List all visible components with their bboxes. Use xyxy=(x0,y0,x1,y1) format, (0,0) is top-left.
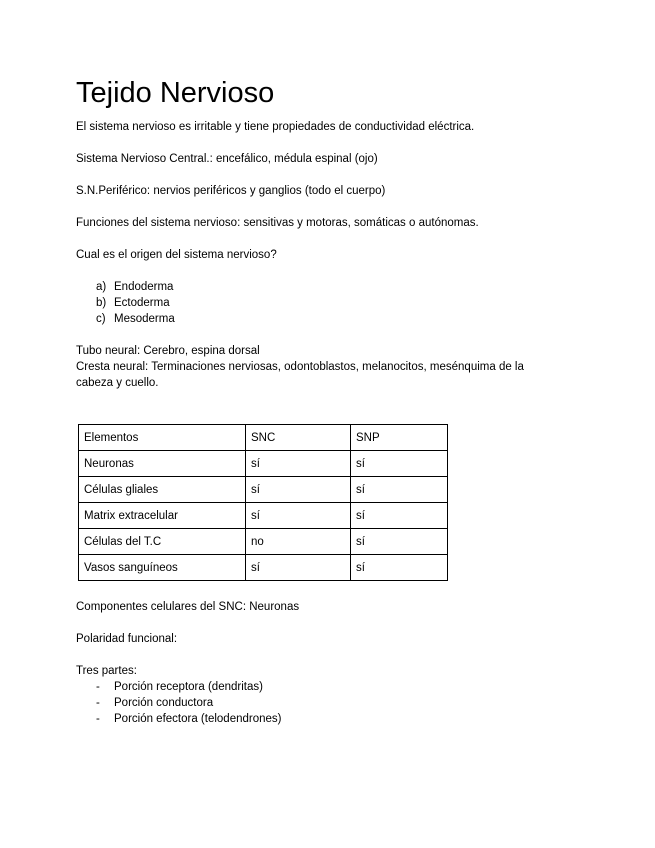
part-marker: - xyxy=(96,697,100,709)
table-row xyxy=(79,503,448,529)
table-row xyxy=(79,451,448,477)
table-cell: sí xyxy=(351,529,448,555)
table-cell: sí xyxy=(246,477,351,503)
table-cell: Células del T.C xyxy=(79,529,246,555)
option-label: Ectoderma xyxy=(114,297,170,309)
table-header-row xyxy=(79,425,448,451)
option-label: Endoderma xyxy=(114,281,174,293)
document-title: Tejido Nervioso xyxy=(76,77,275,109)
option-marker: b) xyxy=(96,297,107,309)
header-cell: Elementos xyxy=(79,425,246,451)
snc-definition: Sistema Nervioso Central.: encefálico, médula espinal (ojo) xyxy=(76,153,378,165)
table-row xyxy=(79,555,448,581)
snp-definition: S.N.Periférico: nervios periféricos y ganglios (todo el cuerpo) xyxy=(76,185,386,197)
table-cell: no xyxy=(246,529,351,555)
table-cell: sí xyxy=(351,477,448,503)
part-label: Porción conductora xyxy=(114,697,214,709)
header-cell: SNP xyxy=(351,425,448,451)
table-cell: sí xyxy=(351,555,448,581)
option-item xyxy=(96,311,175,327)
components-line: Componentes celulares del SNC: Neuronas xyxy=(76,601,300,613)
part-item xyxy=(96,695,213,711)
table-row xyxy=(79,477,448,503)
table-cell: Vasos sanguíneos xyxy=(79,555,246,581)
part-item xyxy=(96,711,282,727)
part-item xyxy=(96,679,263,695)
table-cell: Matrix extracelular xyxy=(79,503,246,529)
option-marker: c) xyxy=(96,313,106,325)
option-marker: a) xyxy=(96,281,107,293)
table-cell: sí xyxy=(351,451,448,477)
table-cell: sí xyxy=(246,451,351,477)
table-cell: Células gliales xyxy=(79,477,246,503)
table-cell: sí xyxy=(246,555,351,581)
neural-crest-line: Cresta neural: Terminaciones nerviosas, odontoblastos, melanocitos, mesénquima de la cabeza y cuello. xyxy=(76,361,524,389)
part-label: Porción efectora (telodendrones) xyxy=(114,713,282,725)
comparison-table xyxy=(78,424,448,581)
origin-question: Cual es el origen del sistema nervioso? xyxy=(76,249,277,261)
three-parts-title: Tres partes: xyxy=(76,665,137,677)
table-cell: sí xyxy=(246,503,351,529)
option-label: Mesoderma xyxy=(114,313,175,325)
functions-paragraph: Funciones del sistema nervioso: sensitivas y motoras, somáticas o autónomas. xyxy=(76,217,479,229)
option-item xyxy=(96,279,173,295)
polarity-line: Polaridad funcional: xyxy=(76,633,178,645)
header-cell: SNC xyxy=(246,425,351,451)
table-row xyxy=(79,529,448,555)
intro-paragraph: El sistema nervioso es irritable y tiene propiedades de conductividad eléctrica. xyxy=(76,121,475,133)
part-marker: - xyxy=(96,681,100,693)
option-item xyxy=(96,295,170,311)
part-marker: - xyxy=(96,713,100,725)
table-cell: sí xyxy=(351,503,448,529)
part-label: Porción receptora (dendritas) xyxy=(114,681,263,693)
table-cell: Neuronas xyxy=(79,451,246,477)
neural-tube-line: Tubo neural: Cerebro, espina dorsal xyxy=(76,345,260,357)
